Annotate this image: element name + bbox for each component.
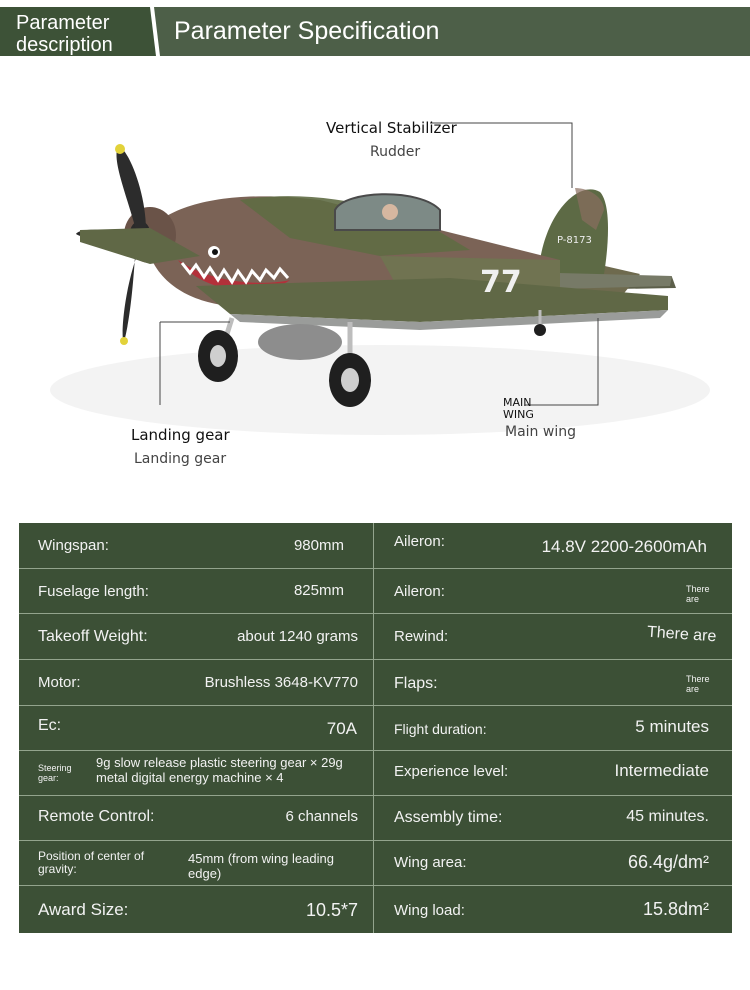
- spec-label: Wing load:: [394, 902, 465, 919]
- propeller-tip-bottom: [120, 337, 128, 345]
- page-title: Parameter Specification: [174, 17, 440, 45]
- spec-label: Flight duration:: [394, 721, 487, 737]
- shark-pupil: [212, 249, 218, 255]
- stabilizer-callout-title: Vertical Stabilizer: [326, 119, 457, 137]
- spec-value: There are: [646, 623, 717, 646]
- spec-label: Wing area:: [394, 854, 467, 871]
- spec-value: 6 channels: [285, 808, 358, 825]
- spec-table: [19, 523, 732, 933]
- spec-value: 10.5*7: [305, 900, 358, 920]
- spec-value: 825mm: [293, 582, 344, 599]
- spec-label: Aileron:: [394, 583, 445, 600]
- table-row: [19, 751, 732, 796]
- side-number: 77: [480, 265, 522, 300]
- right-hub: [341, 368, 359, 392]
- spec-value: Intermediate: [614, 761, 709, 780]
- spec-value: 45mm (from wing leading edge): [188, 851, 334, 881]
- spec-value: 9g slow release plastic steering gear × 29g metal digital energy machine × 4: [96, 755, 343, 785]
- spec-label: Wingspan:: [38, 537, 109, 554]
- left-hub: [210, 345, 226, 367]
- spec-label: Flaps:: [394, 675, 438, 692]
- spec-value: There are: [686, 674, 710, 694]
- table-row: [19, 614, 732, 660]
- spec-value: Brushless 3648-KV770: [204, 674, 358, 691]
- table-row: [19, 796, 732, 841]
- spec-value: 45 minutes.: [626, 808, 709, 825]
- tail-wheel: [534, 324, 546, 336]
- spec-value: There are: [686, 584, 710, 604]
- spec-label: Steering gear:: [38, 763, 72, 783]
- spec-label: Fuselage length:: [38, 583, 149, 600]
- spec-value: 70A: [326, 719, 357, 738]
- spec-value: 5 minutes: [635, 717, 709, 736]
- header-banner: [0, 7, 750, 56]
- spec-label: Assembly time:: [394, 809, 503, 826]
- main-wing-callout-title: MAIN WING: [503, 396, 534, 421]
- pilot-figure: [382, 204, 398, 220]
- spec-value: 14.8V 2200-2600mAh: [541, 537, 707, 556]
- table-row: [19, 569, 732, 614]
- main-wing-callout-subtitle: Main wing: [505, 424, 576, 440]
- spec-label: Position of center of gravity:: [38, 849, 145, 876]
- propeller-tip-top: [115, 144, 125, 154]
- spec-value: 66.4g/dm²: [627, 852, 709, 872]
- tail-number: P-8173: [557, 235, 592, 246]
- spec-label: Remote Control:: [38, 808, 155, 825]
- table-row: [19, 523, 732, 569]
- spec-label: Motor:: [38, 674, 81, 691]
- spec-value: 980mm: [293, 537, 344, 554]
- header-left-title: Parameter description: [16, 12, 113, 56]
- table-row: [19, 706, 732, 751]
- drop-tank: [258, 324, 342, 360]
- spec-label: Takeoff Weight:: [38, 628, 148, 645]
- spec-label: Rewind:: [394, 628, 449, 645]
- spec-value: 15.8dm²: [642, 899, 709, 919]
- landing-gear-callout-title: Landing gear: [131, 426, 230, 444]
- table-row: [19, 841, 732, 886]
- ground-shadow: [50, 345, 710, 435]
- spec-label: Experience level:: [394, 763, 509, 780]
- spec-label: Award Size:: [38, 900, 129, 919]
- table-row: [19, 660, 732, 706]
- spec-label: Ec:: [38, 717, 62, 734]
- spec-value: about 1240 grams: [237, 628, 358, 645]
- landing-gear-callout-subtitle: Landing gear: [134, 451, 227, 467]
- table-row: [19, 886, 732, 933]
- plane-illustration-area: [0, 60, 750, 500]
- stabilizer-callout-subtitle: Rudder: [370, 144, 421, 160]
- spec-label: Aileron:: [394, 533, 445, 550]
